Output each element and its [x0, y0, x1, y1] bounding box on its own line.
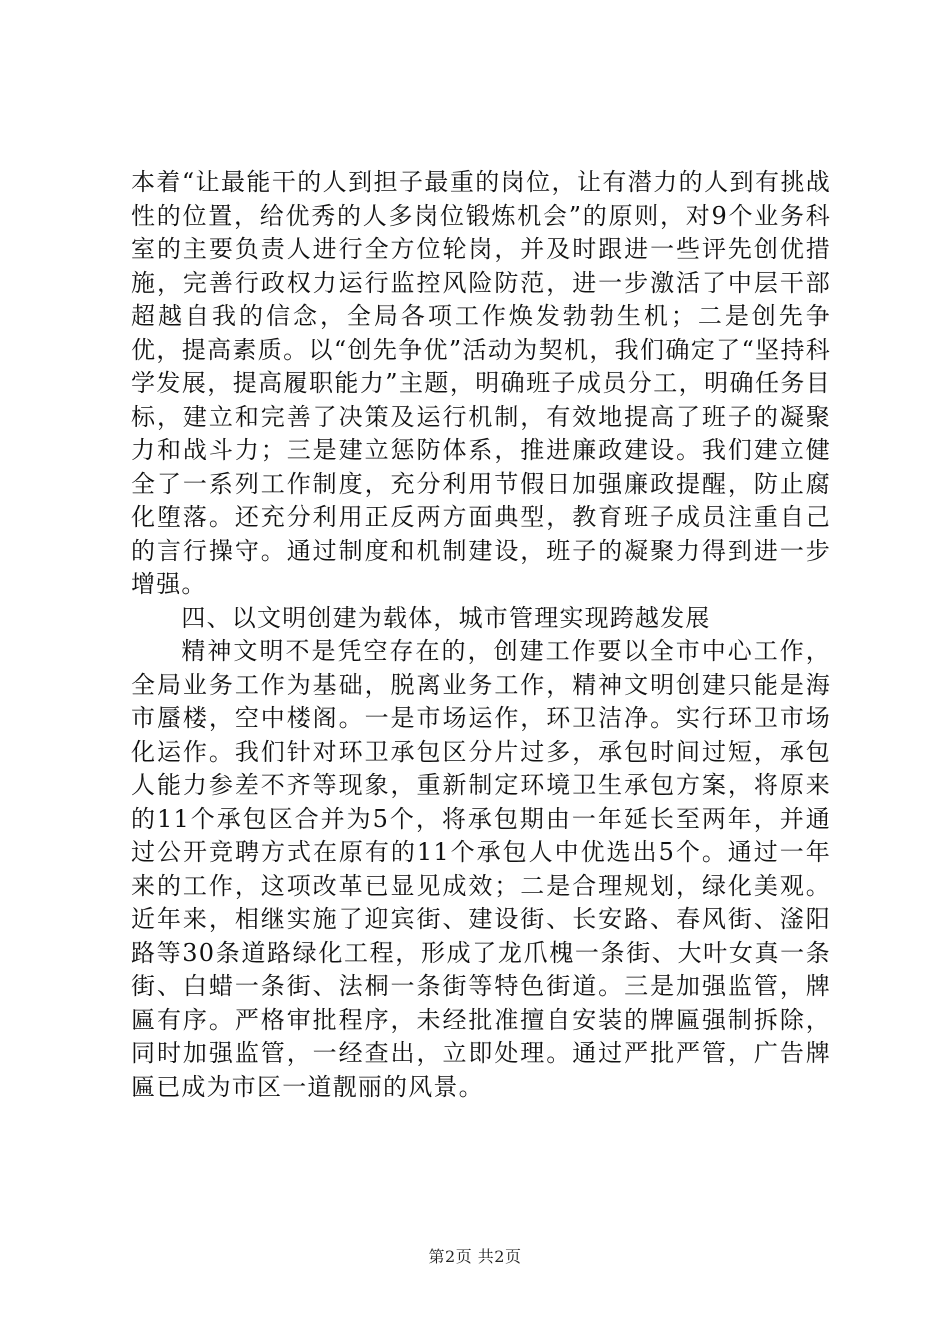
section-heading: 四、以文明创建为载体，城市管理实现跨越发展 — [181, 603, 711, 632]
page-footer: 第2页 共2页 — [428, 1247, 522, 1266]
paragraph-continuation: 本着“让最能干的人到担子最重的岗位，让有潜力的人到有挑战性的位置，给优秀的人多岗位锻炼机会”的原则，对9个业务科室的主要负责人进行全方位轮岗，并及时跟进一些评先创优措施，完善行政权力运行监控风险防范，进一步激活了中层干部超越自我的信念，全局各项工作焕发勃勃生机；二是创先争优，提高素质。以“创先争优”活动为契机，我们确定了“坚持科学发展，提高履职能力”主题，明确班子成员分工，明确任务目标，建立和完善了决策及运行机制，有效地提高了班子的凝聚力和战斗力；三是建立惩防体系，推进廉政建设。我们建立健全了一系列工作制度，充分利用节假日加强廉政提醒，防止腐化堕落。还充分利用正反两方面典型，教育班子成员注重自己的言行操守。通过制度和机制建设，班子的凝聚力得到进一步增强。 — [131, 168, 831, 598]
paragraph-body: 精神文明不是凭空存在的，创建工作要以全市中心工作，全局业务工作为基础，脱离业务工作，精神文明创建只能是海市蜃楼，空中楼阁。一是市场运作，环卫洁净。实行环卫市场化运作。我们针对环卫承包区分片过多，承包时间过短，承包人能力参差不齐等现象，重新制定环境卫生承包方案，将原来的11个承包区合并为5个，将承包期由一年延长至两年，并通过公开竞聘方式在原有的11个承包人中优选出5个。通过一年来的工作，这项改革已显见成效；二是合理规划，绿化美观。近年来，相继实施了迎宾街、建设街、长安路、春风街、滏阳路等30条道路绿化工程，形成了龙爪槐一条街、大叶女真一条街、白蜡一条街、法桐一条街等特色街道。三是加强监管，牌匾有序。严格审批程序，未经批准擅自安装的牌匾强制拆除，同时加强监管，一经查出，立即处理。通过严批严管，广告牌匾已成为市区一道靓丽的风景。 — [131, 637, 831, 1101]
document-body — [131, 166, 831, 1104]
